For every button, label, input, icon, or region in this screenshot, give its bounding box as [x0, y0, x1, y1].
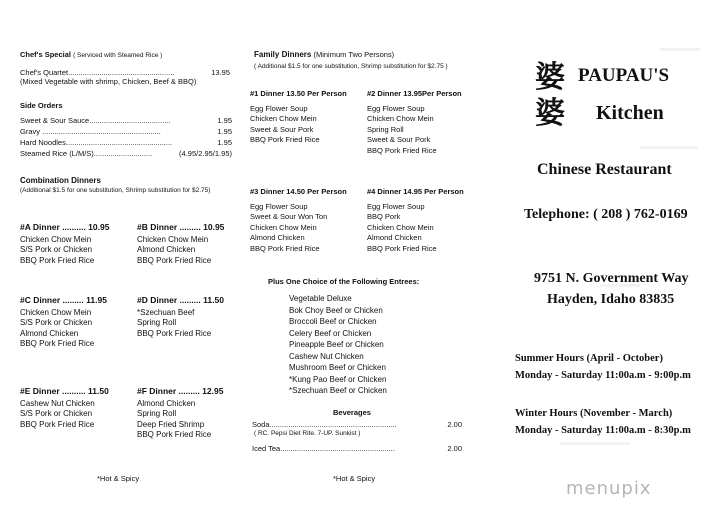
chefs-quartet-label: Chef's Quartet — [20, 68, 69, 77]
family-dinner-item: Almond Chicken — [250, 233, 305, 243]
dinner-c — [20, 295, 107, 350]
family-dinner-item: Sweet & Sour Pork — [250, 124, 314, 134]
family-dinner-1-title: #1 Dinner 13.50 Per Person — [250, 89, 347, 98]
telephone: Telephone: ( 208 ) 762-0169 — [524, 207, 688, 222]
side-order-row — [20, 149, 232, 158]
winter-hours: Monday - Saturday 11:00a.m - 8:30p.m — [515, 425, 691, 436]
side-order-row — [20, 138, 232, 147]
iced-tea-row — [252, 444, 462, 453]
family-dinner-item: Chicken Chow Mein — [250, 222, 317, 232]
dinner-item: *Szechuan Beef — [137, 307, 195, 317]
dinner-item: Almond Chicken — [137, 245, 196, 255]
family-dinner-item: BBQ Pork — [367, 212, 401, 222]
chefs-special-subtitle: ( Serviced with Steamed Rice ) — [73, 52, 163, 59]
dinner-item: S/S Pork or Chicken — [20, 245, 93, 255]
family-dinners-note: ( Additional $1.5 for one substitution, Shrimp substitution for $2.75 ) — [254, 63, 448, 70]
iced-tea-price: 2.00 — [447, 444, 462, 453]
family-dinner-item: Chicken Chow Mein — [367, 222, 434, 232]
dinner-item: Almond Chicken — [20, 328, 79, 338]
family-dinner-item: BBQ Pork Fried Rice — [250, 135, 320, 145]
dinner-a-title: #A Dinner .......... 10.95 — [20, 222, 110, 232]
entree-item: *Szechuan Beef or Chicken — [289, 386, 387, 395]
dinner-item: BBQ Pork Fried Rice — [137, 328, 212, 338]
family-dinner-item: Egg Flower Soup — [250, 103, 308, 113]
side-order-price: (4.95/2.95/1.95) — [179, 149, 232, 158]
side-order-price: 1.95 — [217, 127, 232, 136]
entrees-title: Plus One Choice of the Following Entrees: — [268, 277, 420, 286]
family-dinners-heading — [254, 50, 394, 59]
hot-spicy-note-left: *Hot & Spicy — [97, 474, 140, 483]
entree-item: *Kung Pao Beef or Chicken — [289, 374, 387, 384]
family-dinner-item: Spring Roll — [367, 124, 404, 134]
dinner-item: Chicken Chow Mein — [20, 234, 92, 244]
dinner-f — [137, 386, 223, 441]
menupix-watermark: menupix — [566, 478, 652, 499]
dinner-a — [20, 222, 109, 266]
side-order-price: 1.95 — [217, 116, 232, 125]
dinner-item: Chicken Chow Mein — [20, 307, 92, 317]
chinese-character-top: 婆 — [535, 60, 565, 95]
dinner-item: Spring Roll — [137, 318, 177, 328]
dinner-item: Deep Fried Shrimp — [137, 419, 205, 429]
iced-tea-label: Iced Tea....................................................... — [252, 444, 395, 453]
chefs-special-heading — [20, 50, 162, 59]
soda-price: 2.00 — [447, 420, 462, 429]
chefs-quartet-note: (Mixed Vegetable with shrimp, Chicken, Beef & BBQ) — [20, 77, 197, 86]
family-dinner-2 — [367, 89, 462, 157]
dinner-item: BBQ Pork Fried Rice — [20, 255, 95, 265]
side-order-price: 1.95 — [217, 138, 232, 147]
dinner-e — [20, 386, 109, 430]
address-line1: 9751 N. Government Way — [534, 271, 689, 286]
winter-hours-title: Winter Hours (November - March) — [515, 408, 673, 419]
soda-row — [252, 420, 462, 429]
entree-item: Vegetable Deluxe — [289, 294, 352, 303]
dinner-item: Spring Roll — [137, 409, 177, 419]
hot-spicy-note-middle: *Hot & Spicy — [333, 474, 376, 483]
soda-note: ( RC. Pepsi Diet Rite. 7-UP. Sunkist ) — [254, 430, 361, 437]
side-orders-title: Side Orders — [20, 101, 63, 110]
family-dinner-item: Sweet & Sour Won Ton — [250, 212, 328, 222]
entree-item: Celery Beef or Chicken — [289, 328, 372, 338]
family-dinner-item: BBQ Pork Fried Rice — [367, 243, 437, 253]
side-order-label: Hard Noodles................................................... — [20, 138, 173, 147]
family-dinners-title: Family Dinners — [254, 50, 312, 59]
side-order-label: Gravy ......................................................... — [20, 127, 161, 136]
family-dinner-1 — [250, 89, 347, 146]
entree-item: Cashew Nut Chicken — [289, 351, 364, 361]
dinner-item: Chicken Chow Mein — [137, 234, 209, 244]
summer-hours-title: Summer Hours (April - October) — [515, 353, 663, 364]
dinner-item: Almond Chicken — [137, 398, 196, 408]
dinner-item: BBQ Pork Fried Rice — [20, 339, 95, 349]
family-dinner-item: Egg Flower Soup — [367, 201, 425, 211]
soda-label: Soda............................................................. — [252, 420, 397, 429]
entree-item: Bok Choy Beef or Chicken — [289, 305, 383, 315]
family-dinner-item: BBQ Pork Fried Rice — [367, 145, 437, 155]
dinner-item: S/S Pork or Chicken — [20, 318, 93, 328]
family-dinner-3-title: #3 Dinner 14.50 Per Person — [250, 187, 347, 196]
family-dinner-4 — [367, 187, 464, 255]
dinner-e-title: #E Dinner .......... 11.50 — [20, 386, 109, 396]
restaurant-name-line2: Kitchen — [596, 102, 664, 124]
chefs-special-title: Chef's Special — [20, 50, 71, 59]
dinner-d — [137, 295, 224, 339]
combination-note: (Additional $1.5 for one substitution, Shrimp substitution for $2.75) — [20, 187, 211, 194]
dinner-f-title: #F Dinner ......... 12.95 — [137, 386, 224, 396]
family-dinner-item: Chicken Chow Mein — [367, 114, 434, 124]
side-order-label: Sweet & Sour Sauce....................................... — [20, 116, 171, 125]
family-dinner-item: BBQ Pork Fried Rice — [250, 243, 320, 253]
dinner-item: S/S Pork or Chicken — [20, 409, 93, 419]
dinner-item: BBQ Pork Fried Rice — [20, 419, 95, 429]
side-order-row — [20, 127, 232, 136]
family-dinner-item: Egg Flower Soup — [367, 103, 425, 113]
dinner-b-title: #B Dinner ......... 10.95 — [137, 222, 225, 232]
family-dinner-item: Chicken Chow Mein — [250, 114, 317, 124]
family-dinner-item: Almond Chicken — [367, 233, 422, 243]
chefs-quartet-row — [20, 68, 230, 77]
dinner-item: BBQ Pork Fried Rice — [137, 430, 212, 440]
family-dinners-subtitle: (Minimum Two Persons) — [313, 50, 395, 59]
chefs-quartet-dots: ................................................... — [68, 68, 175, 77]
family-dinner-3 — [250, 187, 347, 255]
summer-hours: Monday - Saturday 11:00a.m - 9:00p.m — [515, 370, 691, 381]
side-order-label: Steamed Rice (L/M/S)............................ — [20, 149, 153, 158]
dinner-c-title: #C Dinner ......... 11.95 — [20, 295, 107, 305]
entrees-list — [289, 293, 387, 397]
family-dinner-4-title: #4 Dinner 14.95 Per Person — [367, 187, 464, 196]
family-dinner-item: Sweet & Sour Pork — [367, 135, 431, 145]
chefs-quartet-price: 13.95 — [211, 68, 230, 77]
entree-item: Mushroom Beef or Chicken — [289, 363, 386, 372]
entree-item: Pineapple Beef or Chicken — [289, 340, 384, 349]
family-dinner-item: Egg Flower Soup — [250, 201, 308, 211]
restaurant-name-line1: PAUPAU'S — [578, 65, 670, 86]
combination-title: Combination Dinners — [20, 176, 101, 185]
family-dinner-2-title: #2 Dinner 13.95Per Person — [367, 89, 462, 98]
side-order-row — [20, 116, 232, 125]
address-line2: Hayden, Idaho 83835 — [547, 292, 675, 307]
restaurant-type: Chinese Restaurant — [537, 161, 672, 178]
dinner-item: BBQ Pork Fried Rice — [137, 255, 212, 265]
beverages-title: Beverages — [333, 408, 371, 417]
dinner-d-title: #D Dinner ......... 11.50 — [137, 295, 224, 305]
entree-item: Broccoli Beef or Chicken — [289, 317, 377, 326]
chinese-character-bottom: 婆 — [535, 96, 565, 131]
dinner-item: Cashew Nut Chicken — [20, 398, 95, 408]
dinner-b — [137, 222, 224, 266]
